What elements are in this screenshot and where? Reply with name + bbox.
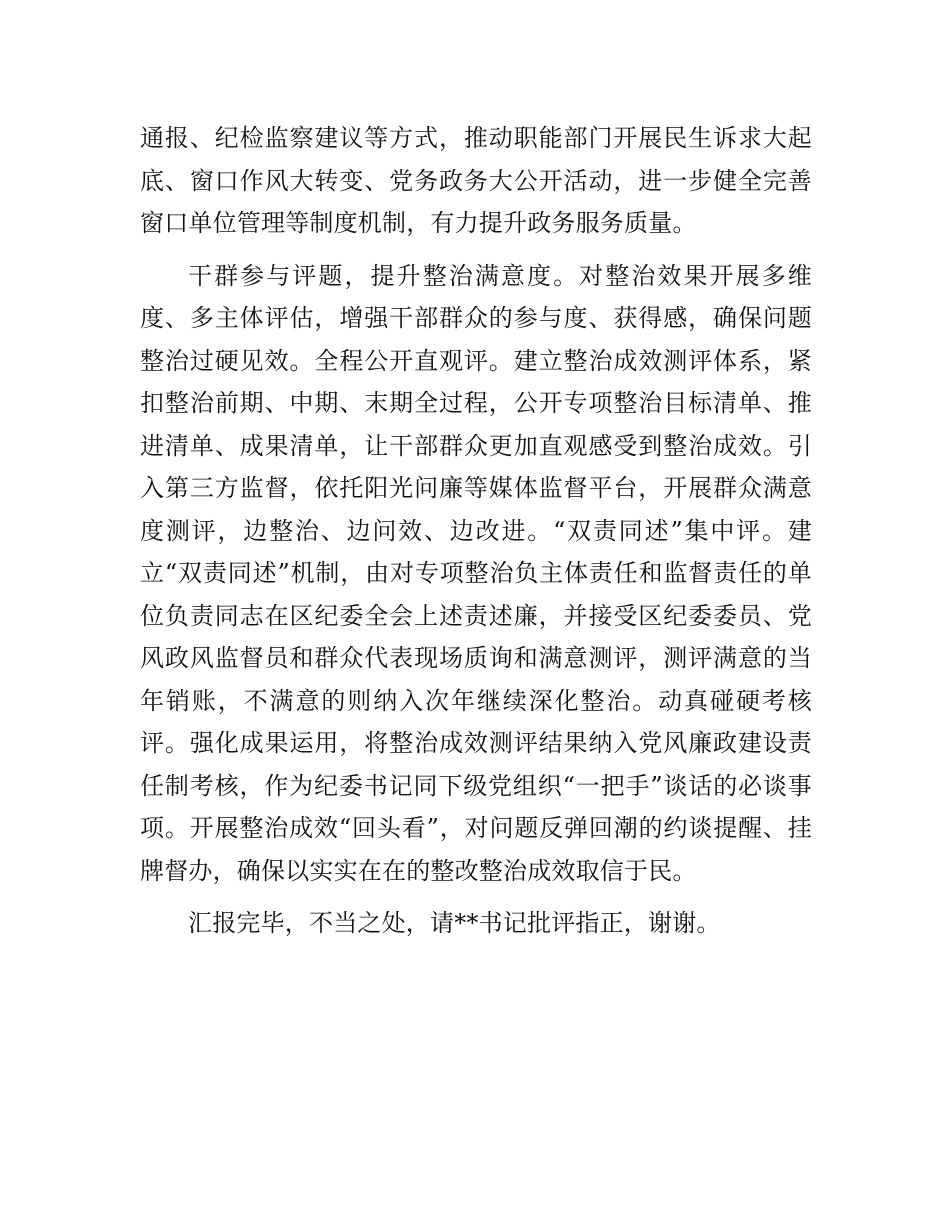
paragraph-evaluation: 干群参与评题，提升整治满意度。对整治效果开展多维度、多主体评估，增强干部群众的参与度、获得感，确保问题整治过硬见效。全程公开直观评。建立整治成效测评体系，紧扣整治前期、中期、末期全过程，公开专项整治目标清单、推进清单、成果清单，让干部群众更加直观感受到整治成效。引入第三方监督，依托阳光问廉等媒体监督平台，开展群众满意度测评，边整治、边问效、边改进。“双责同述”集中评。建立“双责同述”机制，由对专项整治负主体责任和监督责任的单位负责同志在区纪委全会上述责述廉，并接受区纪委委员、党风政风监督员和群众代表现场质询和满意测评，测评满意的当年销账，不满意的则纳入次年继续深化整治。动真碰硬考核评。强化成果运用，将整治成效测评结果纳入党风廉政建设责任制考核，作为纪委书记同下级党组织“一把手”谈话的必谈事项。开展整治成效“回头看”，对问题反弹回潮的约谈提醒、挂牌督办，确保以实实在在的整改整治成效取信于民。 bbox=[140, 261, 812, 885]
document-body bbox=[140, 117, 812, 945]
paragraph-closing: 汇报完毕，不当之处，请**书记批评指正，谢谢。 bbox=[188, 909, 721, 937]
paragraph-continuation: 通报、纪检监察建议等方式，推动职能部门开展民生诉求大起底、窗口作风大转变、党务政务大公开活动，进一步健全完善窗口单位管理等制度机制，有力提升政务服务质量。 bbox=[140, 124, 812, 237]
